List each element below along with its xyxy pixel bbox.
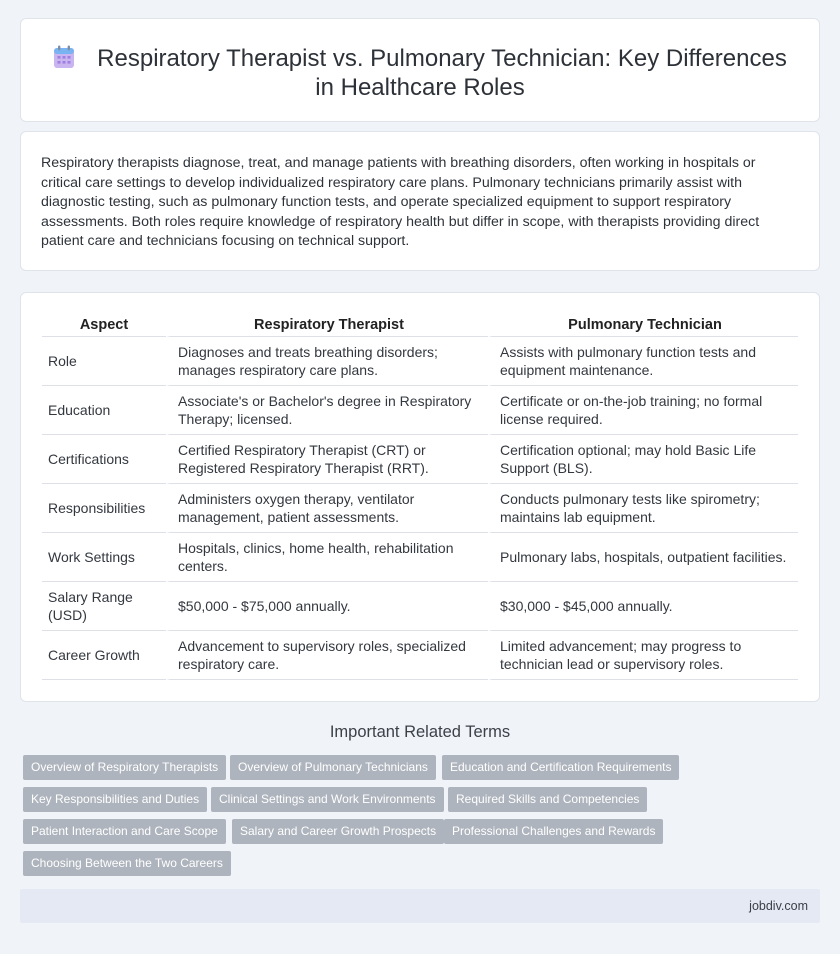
row-therapist: Hospitals, clinics, home health, rehabilitation centers. — [166, 533, 488, 582]
footer-site-link[interactable]: jobdiv.com — [749, 899, 808, 913]
tag-salary-career-growth[interactable]: Salary and Career Growth Prospects — [232, 819, 444, 844]
footer-bar — [20, 889, 820, 923]
row-aspect: Career Growth — [42, 631, 166, 680]
row-technician: $30,000 - $45,000 annually. — [488, 582, 798, 631]
header-pulmonary-technician: Pulmonary Technician — [488, 315, 798, 337]
row-technician: Conducts pulmonary tests like spirometry; maintains lab equipment. — [488, 484, 798, 533]
table-row — [42, 631, 798, 680]
table-row — [42, 582, 798, 631]
row-aspect: Salary Range (USD) — [42, 582, 166, 631]
row-aspect: Responsibilities — [42, 484, 166, 533]
page-title-wrap — [51, 44, 789, 102]
row-technician: Pulmonary labs, hospitals, outpatient facilities. — [488, 533, 798, 582]
comparison-table — [42, 315, 798, 680]
header-aspect: Aspect — [42, 315, 166, 337]
row-technician: Certification optional; may hold Basic Life Support (BLS). — [488, 435, 798, 484]
row-technician: Limited advancement; may progress to technician lead or supervisory roles. — [488, 631, 798, 680]
row-therapist: $50,000 - $75,000 annually. — [166, 582, 488, 631]
intro-card — [20, 131, 820, 271]
row-therapist: Diagnoses and treats breathing disorders; manages respiratory care plans. — [166, 337, 488, 386]
tag-overview-pulmonary-technicians[interactable]: Overview of Pulmonary Technicians — [230, 755, 436, 780]
table-row — [42, 435, 798, 484]
tag-patient-interaction[interactable]: Patient Interaction and Care Scope — [23, 819, 226, 844]
comparison-table-card — [20, 292, 820, 702]
table-row — [42, 337, 798, 386]
row-therapist: Administers oxygen therapy, ventilator management, patient assessments. — [166, 484, 488, 533]
table-row — [42, 386, 798, 435]
tag-education-certification[interactable]: Education and Certification Requirements — [442, 755, 679, 780]
tag-clinical-settings[interactable]: Clinical Settings and Work Environments — [211, 787, 444, 812]
table-row — [42, 533, 798, 582]
row-aspect: Certifications — [42, 435, 166, 484]
intro-paragraph: Respiratory therapists diagnose, treat, and manage patients with breathing disorders, often working in hospitals or critical care settings to develop individualized respiratory care plans. Pulmonary technicians primarily assist with diagnostic testing, such as pulmonary function tests, and operate specialized equipment to support respiratory assessments. Both roles require knowledge of respiratory health but differ in scope, with therapists providing direct patient care and technicians focusing on technical support. — [41, 155, 760, 249]
row-aspect: Education — [42, 386, 166, 435]
tag-professional-challenges[interactable]: Professional Challenges and Rewards — [444, 819, 663, 844]
tag-overview-respiratory-therapists[interactable]: Overview of Respiratory Therapists — [23, 755, 226, 780]
calendar-icon — [53, 45, 75, 69]
header-card — [20, 18, 820, 122]
row-therapist: Advancement to supervisory roles, specialized respiratory care. — [166, 631, 488, 680]
table-row — [42, 484, 798, 533]
row-therapist: Certified Respiratory Therapist (CRT) or Registered Respiratory Therapist (RRT). — [166, 435, 488, 484]
tag-required-skills[interactable]: Required Skills and Competencies — [448, 787, 647, 812]
header-respiratory-therapist: Respiratory Therapist — [166, 315, 488, 337]
row-aspect: Work Settings — [42, 533, 166, 582]
row-aspect: Role — [42, 337, 166, 386]
related-terms-title: Important Related Terms — [329, 723, 511, 741]
page-title: Respiratory Therapist vs. Pulmonary Technician: Key Differences in Healthcare Roles — [97, 45, 787, 101]
tag-key-responsibilities[interactable]: Key Responsibilities and Duties — [23, 787, 207, 812]
tag-choosing-careers[interactable]: Choosing Between the Two Careers — [23, 851, 231, 876]
table-header-row — [42, 315, 798, 337]
row-technician: Assists with pulmonary function tests and equipment maintenance. — [488, 337, 798, 386]
row-therapist: Associate's or Bachelor's degree in Respiratory Therapy; licensed. — [166, 386, 488, 435]
row-technician: Certificate or on-the-job training; no formal license required. — [488, 386, 798, 435]
